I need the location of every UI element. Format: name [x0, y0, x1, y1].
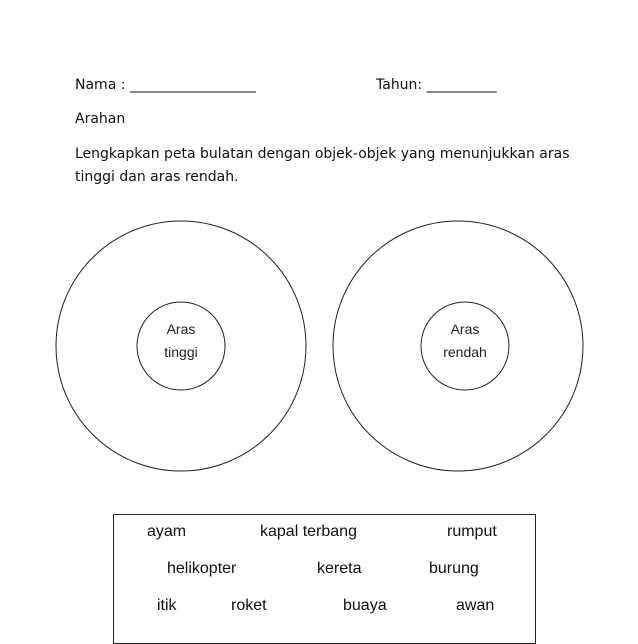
word-item: kapal terbang — [260, 523, 357, 540]
low-label-line-1: Aras — [450, 321, 480, 337]
instruction-text-line-1: Lengkapkan peta bulatan dengan objek-objek yang menunjukkan aras — [75, 146, 570, 162]
word-item: ayam — [147, 523, 187, 540]
word-item: awan — [456, 597, 495, 614]
word-item: buaya — [343, 597, 387, 614]
word-item: helikopter — [167, 560, 237, 577]
word-item: itik — [157, 597, 177, 614]
inner-circle-low-label — [420, 318, 510, 364]
word-item: roket — [231, 597, 267, 614]
low-label-line-2: rendah — [443, 344, 487, 360]
year-field-label: Tahun: __________ — [376, 77, 497, 93]
word-item: burung — [429, 560, 479, 577]
name-field-label: Nama : __________________ — [75, 77, 256, 93]
inner-circle-high-label — [136, 318, 226, 364]
high-label-line-2: tinggi — [164, 344, 198, 360]
instructions-heading: Arahan — [75, 111, 126, 127]
high-label-line-1: Aras — [166, 321, 196, 337]
word-bank-box — [113, 514, 536, 644]
word-item: rumput — [447, 523, 497, 540]
instruction-text-line-2: tinggi dan aras rendah. — [75, 169, 239, 185]
word-item: kereta — [317, 560, 362, 577]
